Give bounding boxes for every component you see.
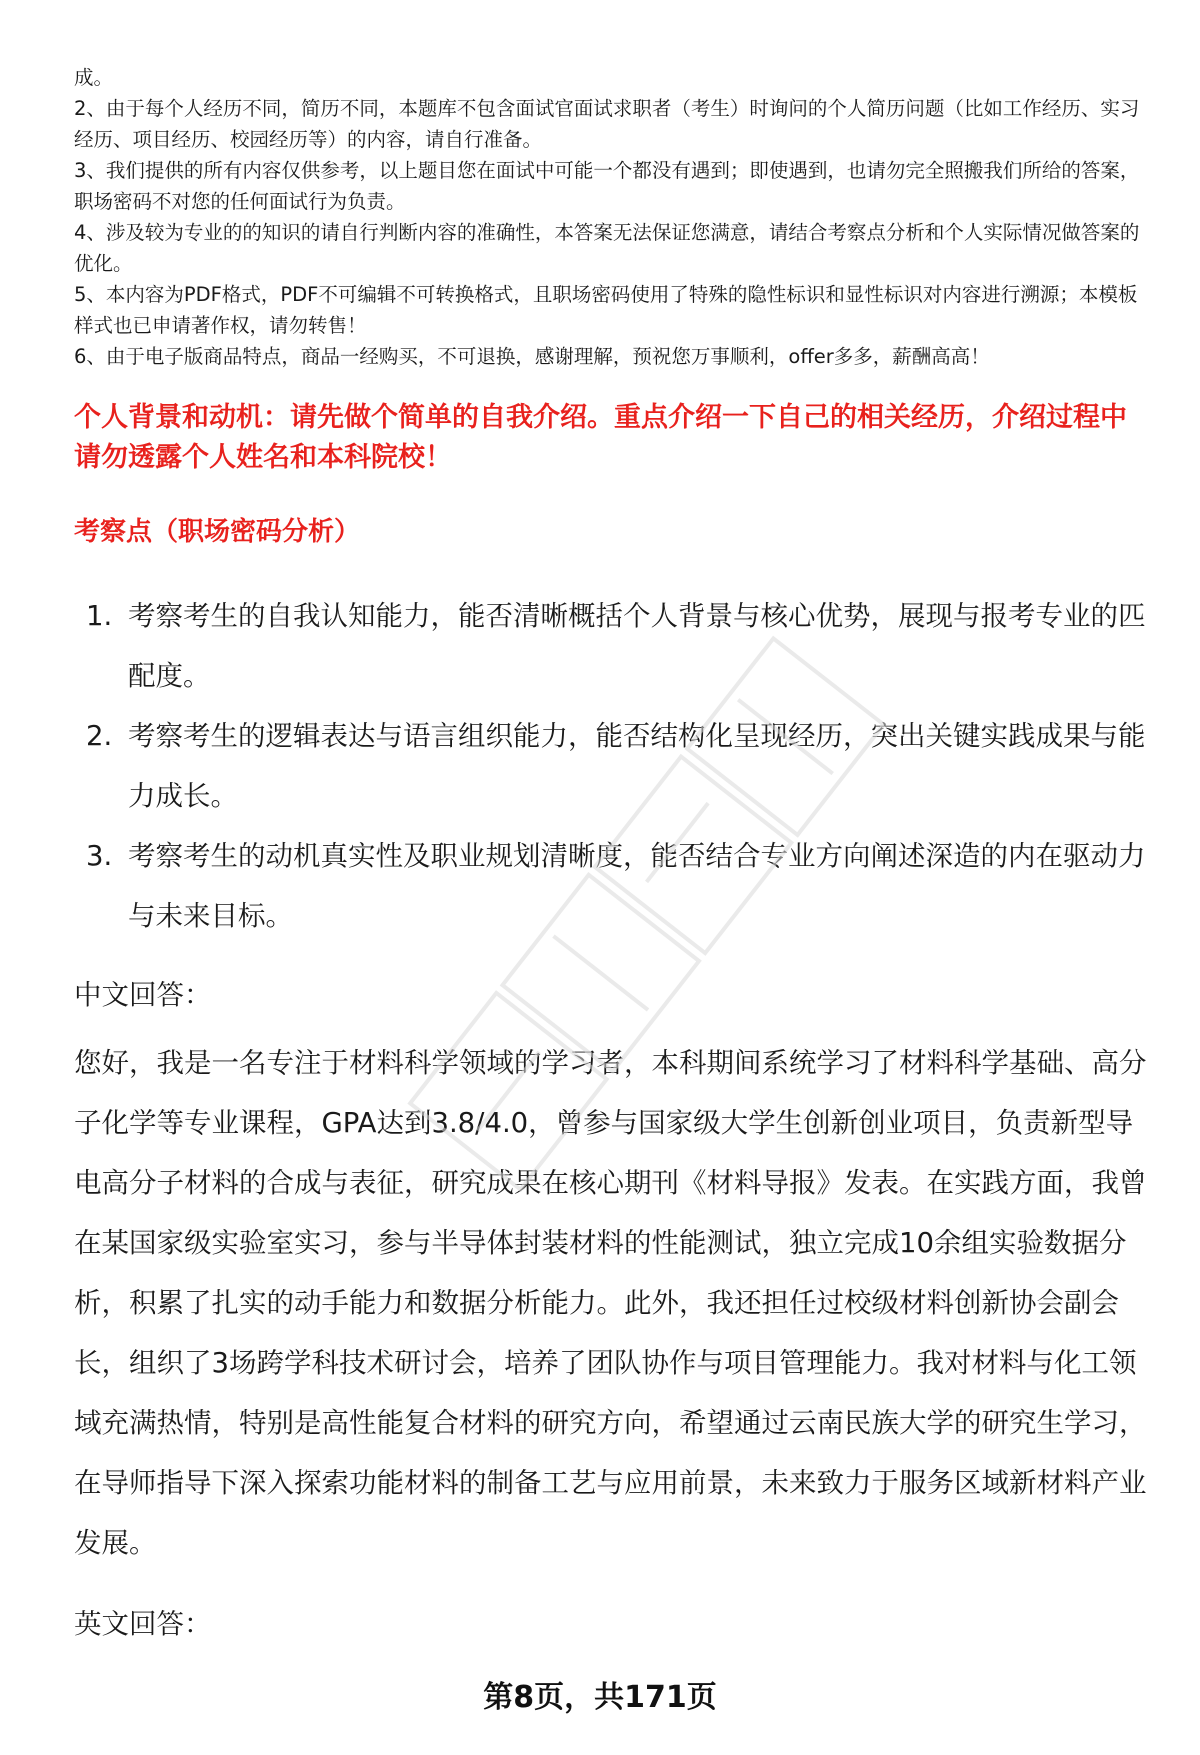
analysis-point xyxy=(74,706,1154,826)
note-line: 6、由于电子版商品特点，商品一经购买，不可退换，感谢理解，预祝您万事顺利，offer多多，薪酬高高！ xyxy=(74,345,990,368)
point-text: 考察考生的自我认知能力，能否清晰概括个人背景与核心优势，展现与报考专业的匹配度。 xyxy=(128,600,1146,692)
point-number: 2. xyxy=(86,720,113,752)
english-answer-label: 英文回答： xyxy=(74,1608,212,1640)
point-text: 考察考生的逻辑表达与语言组织能力，能否结构化呈现经历，突出关键实践成果与能力成长。 xyxy=(128,720,1146,812)
note-line: 5、本内容为PDF格式，PDF不可编辑不可转换格式，且职场密码使用了特殊的隐性标识和显性标识对内容进行溯源；本模板样式也已申请著作权，请勿转售！ xyxy=(74,283,1138,337)
page-number: 第8页，共171页 xyxy=(483,1680,717,1715)
chinese-answer-text: 您好，我是一名专注于材料科学领域的学习者，本科期间系统学习了材料科学基础、高分子化学等专业课程，GPA达到3.8/4.0，曾参与国家级大学生创新创业项目，负责新型导电高分子材料的合成与表征，研究成果在核心期刊《材料导报》发表。在实践方面，我曾在某国家级实验室实习，参与半导体封装材料的性能测试，独立完成10余组实验数据分析，积累了扎实的动手能力和数据分析能力。此外，我还担任过校级材料创新协会副会长，组织了3场跨学科技术研讨会，培养了团队协作与项目管理能力。我对材料与化工领域充满热情，特别是高性能复合材料的研究方向，希望通过云南民族大学的研究生学习，在导师指导下深入探索功能材料的制备工艺与应用前景，未来致力于服务区域新材料产业发展。 xyxy=(74,1047,1147,1559)
question-heading: 个人背景和动机：请先做个简单的自我介绍。重点介绍一下自己的相关经历，介绍过程中请勿透露个人姓名和本科院校！ xyxy=(74,402,1127,473)
analysis-title: 考察点（职场密码分析） xyxy=(74,517,361,547)
analysis-point xyxy=(74,586,1154,706)
analysis-point xyxy=(74,826,1154,946)
chinese-answer-label: 中文回答： xyxy=(74,979,212,1011)
point-number: 1. xyxy=(86,600,113,632)
note-line: 4、涉及较为专业的的知识的请自行判断内容的准确性，本答案无法保证您满意，请结合考察点分析和个人实际情况做答案的优化。 xyxy=(74,221,1140,275)
note-line: 成。 xyxy=(74,66,114,89)
note-line: 2、由于每个人经历不同，简历不同，本题库不包含面试官面试求职者（考生）时询问的个人简历问题（比如工作经历、实习经历、项目经历、校园经历等）的内容，请自行准备。 xyxy=(74,97,1140,151)
notes-section xyxy=(74,62,1154,372)
point-text: 考察考生的动机真实性及职业规划清晰度，能否结合专业方向阐述深造的内在驱动力与未来目标。 xyxy=(128,840,1146,932)
note-line: 3、我们提供的所有内容仅供参考，以上题目您在面试中可能一个都没有遇到；即使遇到，也请勿完全照搬我们所给的答案，职场密码不对您的任何面试行为负责。 xyxy=(74,159,1140,213)
point-number: 3. xyxy=(86,840,113,872)
analysis-points xyxy=(74,586,1154,946)
